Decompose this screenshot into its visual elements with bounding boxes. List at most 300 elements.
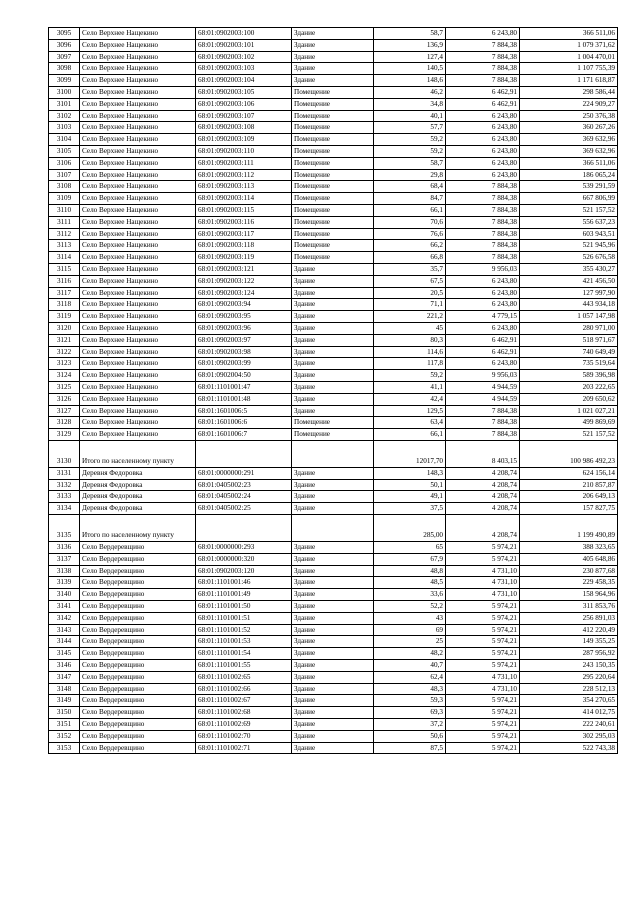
object-type-cell: Здание xyxy=(292,287,374,299)
object-type-cell xyxy=(292,440,374,467)
cadastral-number-cell: 68:01:1101001:46 xyxy=(196,577,292,589)
value-cell: 158 964,96 xyxy=(520,589,618,601)
table-row xyxy=(49,287,618,299)
cadastral-number-cell: 68:01:0902003:112 xyxy=(196,169,292,181)
area-cell: 136,9 xyxy=(374,39,446,51)
area-cell: 48,5 xyxy=(374,577,446,589)
rate-cell: 4 208,74 xyxy=(446,515,520,542)
rate-cell: 4 208,74 xyxy=(446,479,520,491)
settlement-cell: Село Верхнее Нащекино xyxy=(80,381,196,393)
object-type-cell: Здание xyxy=(292,577,374,589)
object-type-cell: Помещение xyxy=(292,86,374,98)
area-cell: 80,3 xyxy=(374,334,446,346)
settlement-cell: Село Верхнее Нащекино xyxy=(80,252,196,264)
settlement-cell: Село Верхнее Нащекино xyxy=(80,322,196,334)
table-body xyxy=(49,28,618,754)
rate-cell: 4 944,59 xyxy=(446,393,520,405)
table-row xyxy=(49,252,618,264)
settlement-cell: Село Верхнее Нащекино xyxy=(80,98,196,110)
table-row xyxy=(49,393,618,405)
rate-cell: 4 731,10 xyxy=(446,671,520,683)
settlement-cell: Село Верхнее Нащекино xyxy=(80,204,196,216)
area-cell: 40,7 xyxy=(374,660,446,672)
value-cell: 624 156,14 xyxy=(520,467,618,479)
rate-cell: 7 884,38 xyxy=(446,75,520,87)
settlement-cell: Село Верхнее Нащекино xyxy=(80,75,196,87)
value-cell: 229 458,35 xyxy=(520,577,618,589)
settlement-cell: Село Верхнее Нащекино xyxy=(80,110,196,122)
object-type-cell: Здание xyxy=(292,275,374,287)
object-type-cell: Здание xyxy=(292,589,374,601)
value-cell: 521 157,52 xyxy=(520,204,618,216)
value-cell: 210 857,87 xyxy=(520,479,618,491)
area-cell: 71,1 xyxy=(374,299,446,311)
area-cell: 43 xyxy=(374,612,446,624)
rate-cell: 5 974,21 xyxy=(446,719,520,731)
value-cell: 206 649,13 xyxy=(520,491,618,503)
value-cell: 366 511,06 xyxy=(520,157,618,169)
area-cell: 59,2 xyxy=(374,134,446,146)
rate-cell: 7 884,38 xyxy=(446,240,520,252)
value-cell: 302 295,03 xyxy=(520,730,618,742)
value-cell: 521 945,96 xyxy=(520,240,618,252)
settlement-cell: Село Вердеревщино xyxy=(80,636,196,648)
cadastral-number-cell: 68:01:1101002:65 xyxy=(196,671,292,683)
area-cell: 46,2 xyxy=(374,86,446,98)
area-cell: 59,3 xyxy=(374,695,446,707)
value-cell: 311 853,76 xyxy=(520,601,618,613)
value-cell: 388 323,65 xyxy=(520,542,618,554)
value-cell: 209 650,62 xyxy=(520,393,618,405)
cadastral-number-cell: 68:01:1601006:7 xyxy=(196,429,292,441)
area-cell: 57,7 xyxy=(374,122,446,134)
area-cell: 114,6 xyxy=(374,346,446,358)
row-number-cell: 3116 xyxy=(49,275,80,287)
value-cell: 256 891,03 xyxy=(520,612,618,624)
row-number-cell: 3142 xyxy=(49,612,80,624)
row-number-cell: 3129 xyxy=(49,429,80,441)
rate-cell: 7 884,38 xyxy=(446,405,520,417)
area-cell: 50,1 xyxy=(374,479,446,491)
value-cell: 1 021 027,21 xyxy=(520,405,618,417)
value-cell: 421 456,50 xyxy=(520,275,618,287)
area-cell: 29,8 xyxy=(374,169,446,181)
object-type-cell: Помещение xyxy=(292,429,374,441)
value-cell: 369 632,96 xyxy=(520,145,618,157)
table-row xyxy=(49,75,618,87)
settlement-cell: Деревня Федоровка xyxy=(80,503,196,515)
value-cell: 250 376,38 xyxy=(520,110,618,122)
table-row xyxy=(49,601,618,613)
area-cell: 59,2 xyxy=(374,370,446,382)
object-type-cell: Здание xyxy=(292,660,374,672)
row-number-cell: 3153 xyxy=(49,742,80,754)
area-cell: 37,2 xyxy=(374,719,446,731)
row-number-cell: 3127 xyxy=(49,405,80,417)
rate-cell: 6 243,80 xyxy=(446,169,520,181)
area-cell: 76,6 xyxy=(374,228,446,240)
row-number-cell: 3101 xyxy=(49,98,80,110)
settlement-cell: Село Верхнее Нащекино xyxy=(80,157,196,169)
cadastral-number-cell: 68:01:0902003:124 xyxy=(196,287,292,299)
row-number-cell: 3147 xyxy=(49,671,80,683)
value-cell: 203 222,65 xyxy=(520,381,618,393)
table-row xyxy=(49,346,618,358)
row-number-cell: 3097 xyxy=(49,51,80,63)
table-row xyxy=(49,553,618,565)
object-type-cell: Помещение xyxy=(292,216,374,228)
cadastral-number-cell: 68:01:1601006:5 xyxy=(196,405,292,417)
table-row xyxy=(49,275,618,287)
settlement-cell: Село Верхнее Нащекино xyxy=(80,393,196,405)
table-row xyxy=(49,299,618,311)
property-table xyxy=(48,27,618,754)
settlement-cell: Село Вердеревщино xyxy=(80,648,196,660)
value-cell: 360 267,26 xyxy=(520,122,618,134)
settlement-cell: Село Верхнее Нащекино xyxy=(80,287,196,299)
rate-cell: 5 974,21 xyxy=(446,636,520,648)
object-type-cell: Здание xyxy=(292,503,374,515)
row-number-cell: 3138 xyxy=(49,565,80,577)
cadastral-number-cell: 68:01:0902003:100 xyxy=(196,28,292,40)
rate-cell: 7 884,38 xyxy=(446,39,520,51)
row-number-cell: 3141 xyxy=(49,601,80,613)
table-row xyxy=(49,612,618,624)
rate-cell: 4 731,10 xyxy=(446,565,520,577)
rate-cell: 5 974,21 xyxy=(446,660,520,672)
object-type-cell: Здание xyxy=(292,671,374,683)
row-number-cell: 3096 xyxy=(49,39,80,51)
rate-cell: 6 462,91 xyxy=(446,86,520,98)
value-cell: 1 171 618,87 xyxy=(520,75,618,87)
object-type-cell: Здание xyxy=(292,491,374,503)
cadastral-number-cell: 68:01:0902003:97 xyxy=(196,334,292,346)
table-row xyxy=(49,660,618,672)
value-cell: 127 997,90 xyxy=(520,287,618,299)
settlement-cell: Село Вердеревщино xyxy=(80,542,196,554)
cadastral-number-cell: 68:01:1101001:54 xyxy=(196,648,292,660)
settlement-cell: Село Вердеревщино xyxy=(80,660,196,672)
table-row xyxy=(49,577,618,589)
settlement-cell: Село Верхнее Нащекино xyxy=(80,358,196,370)
object-type-cell: Помещение xyxy=(292,417,374,429)
value-cell: 1 199 490,89 xyxy=(520,515,618,542)
object-type-cell: Здание xyxy=(292,311,374,323)
table-row xyxy=(49,370,618,382)
rate-cell: 6 243,80 xyxy=(446,28,520,40)
rate-cell: 5 974,21 xyxy=(446,612,520,624)
area-cell: 87,5 xyxy=(374,742,446,754)
row-number-cell: 3133 xyxy=(49,491,80,503)
cadastral-number-cell: 68:01:1101001:51 xyxy=(196,612,292,624)
object-type-cell: Здание xyxy=(292,358,374,370)
area-cell: 68,4 xyxy=(374,181,446,193)
table-row xyxy=(49,86,618,98)
rate-cell: 7 884,38 xyxy=(446,193,520,205)
cadastral-number-cell xyxy=(196,515,292,542)
row-number-cell: 3139 xyxy=(49,577,80,589)
value-cell: 1 079 371,62 xyxy=(520,39,618,51)
object-type-cell: Здание xyxy=(292,719,374,731)
rate-cell: 5 974,21 xyxy=(446,648,520,660)
area-cell: 48,2 xyxy=(374,648,446,660)
value-cell: 412 220,49 xyxy=(520,624,618,636)
rate-cell: 6 243,80 xyxy=(446,110,520,122)
area-cell: 20,5 xyxy=(374,287,446,299)
rate-cell: 5 974,21 xyxy=(446,624,520,636)
cadastral-number-cell: 68:01:0902003:104 xyxy=(196,75,292,87)
settlement-cell: Село Вердеревщино xyxy=(80,671,196,683)
cadastral-number-cell: 68:01:1101001:49 xyxy=(196,589,292,601)
object-type-cell: Здание xyxy=(292,346,374,358)
object-type-cell: Здание xyxy=(292,636,374,648)
row-number-cell: 3113 xyxy=(49,240,80,252)
row-number-cell: 3150 xyxy=(49,707,80,719)
table-row xyxy=(49,169,618,181)
row-number-cell: 3095 xyxy=(49,28,80,40)
area-cell: 50,6 xyxy=(374,730,446,742)
table-row xyxy=(49,503,618,515)
settlement-cell: Село Верхнее Нащекино xyxy=(80,228,196,240)
rate-cell: 6 243,80 xyxy=(446,322,520,334)
row-number-cell: 3115 xyxy=(49,263,80,275)
rate-cell: 4 208,74 xyxy=(446,491,520,503)
cadastral-number-cell: 68:01:0902003:95 xyxy=(196,311,292,323)
table-row xyxy=(49,334,618,346)
table-row xyxy=(49,39,618,51)
value-cell: 366 511,06 xyxy=(520,28,618,40)
object-type-cell: Помещение xyxy=(292,240,374,252)
rate-cell: 7 884,38 xyxy=(446,216,520,228)
rate-cell: 6 243,80 xyxy=(446,275,520,287)
cadastral-number-cell: 68:01:0902003:117 xyxy=(196,228,292,240)
value-cell: 243 150,35 xyxy=(520,660,618,672)
row-number-cell: 3105 xyxy=(49,145,80,157)
value-cell: 228 512,13 xyxy=(520,683,618,695)
table-row xyxy=(49,193,618,205)
cadastral-number-cell: 68:01:0000000:291 xyxy=(196,467,292,479)
settlement-cell: Село Верхнее Нащекино xyxy=(80,346,196,358)
area-cell: 65 xyxy=(374,542,446,554)
object-type-cell: Помещение xyxy=(292,98,374,110)
settlement-cell: Село Верхнее Нащекино xyxy=(80,370,196,382)
cadastral-number-cell: 68:01:0902003:111 xyxy=(196,157,292,169)
rate-cell: 5 974,21 xyxy=(446,742,520,754)
area-cell: 148,3 xyxy=(374,467,446,479)
rate-cell: 9 956,03 xyxy=(446,263,520,275)
row-number-cell: 3137 xyxy=(49,553,80,565)
value-cell: 280 971,00 xyxy=(520,322,618,334)
row-number-cell: 3131 xyxy=(49,467,80,479)
value-cell: 1 107 755,39 xyxy=(520,63,618,75)
rate-cell: 5 974,21 xyxy=(446,542,520,554)
cadastral-number-cell: 68:01:0902003:108 xyxy=(196,122,292,134)
table-row xyxy=(49,636,618,648)
object-type-cell: Здание xyxy=(292,695,374,707)
rate-cell: 9 956,03 xyxy=(446,370,520,382)
object-type-cell: Помещение xyxy=(292,181,374,193)
cadastral-number-cell: 68:01:0902003:121 xyxy=(196,263,292,275)
rate-cell: 7 884,38 xyxy=(446,204,520,216)
settlement-cell: Село Верхнее Нащекино xyxy=(80,51,196,63)
object-type-cell: Здание xyxy=(292,553,374,565)
table-row xyxy=(49,145,618,157)
table-row xyxy=(49,358,618,370)
table-row xyxy=(49,542,618,554)
rate-cell: 6 462,91 xyxy=(446,98,520,110)
area-cell: 33,6 xyxy=(374,589,446,601)
table-row xyxy=(49,491,618,503)
row-number-cell: 3118 xyxy=(49,299,80,311)
object-type-cell: Здание xyxy=(292,75,374,87)
table-row xyxy=(49,429,618,441)
table-row xyxy=(49,311,618,323)
settlement-cell: Село Верхнее Нащекино xyxy=(80,275,196,287)
area-cell: 42,4 xyxy=(374,393,446,405)
area-cell: 129,5 xyxy=(374,405,446,417)
value-cell: 100 986 492,23 xyxy=(520,440,618,467)
area-cell: 34,8 xyxy=(374,98,446,110)
object-type-cell: Здание xyxy=(292,370,374,382)
value-cell: 526 676,58 xyxy=(520,252,618,264)
value-cell: 499 869,69 xyxy=(520,417,618,429)
object-type-cell: Здание xyxy=(292,405,374,417)
rate-cell: 7 884,38 xyxy=(446,63,520,75)
area-cell: 25 xyxy=(374,636,446,648)
object-type-cell: Здание xyxy=(292,730,374,742)
row-number-cell: 3098 xyxy=(49,63,80,75)
value-cell: 287 956,92 xyxy=(520,648,618,660)
rate-cell: 5 974,21 xyxy=(446,601,520,613)
cadastral-number-cell: 68:01:0902003:120 xyxy=(196,565,292,577)
rate-cell: 7 884,38 xyxy=(446,181,520,193)
row-number-cell: 3109 xyxy=(49,193,80,205)
area-cell: 127,4 xyxy=(374,51,446,63)
object-type-cell: Здание xyxy=(292,393,374,405)
area-cell: 49,1 xyxy=(374,491,446,503)
rate-cell: 6 243,80 xyxy=(446,145,520,157)
row-number-cell: 3125 xyxy=(49,381,80,393)
cadastral-number-cell: 68:01:1101001:53 xyxy=(196,636,292,648)
row-number-cell: 3132 xyxy=(49,479,80,491)
area-cell: 35,7 xyxy=(374,263,446,275)
object-type-cell: Здание xyxy=(292,322,374,334)
area-cell: 148,6 xyxy=(374,75,446,87)
table-row xyxy=(49,405,618,417)
settlement-cell: Село Верхнее Нащекино xyxy=(80,86,196,98)
value-cell: 186 065,24 xyxy=(520,169,618,181)
value-cell: 735 519,64 xyxy=(520,358,618,370)
object-type-cell: Помещение xyxy=(292,122,374,134)
table-row xyxy=(49,565,618,577)
rate-cell: 6 243,80 xyxy=(446,287,520,299)
settlement-cell: Деревня Федоровка xyxy=(80,467,196,479)
row-number-cell: 3148 xyxy=(49,683,80,695)
settlement-cell: Село Верхнее Нащекино xyxy=(80,429,196,441)
value-cell: 405 648,86 xyxy=(520,553,618,565)
cadastral-number-cell: 68:01:0902003:107 xyxy=(196,110,292,122)
value-cell: 740 649,49 xyxy=(520,346,618,358)
row-number-cell: 3100 xyxy=(49,86,80,98)
table-row xyxy=(49,240,618,252)
table-row xyxy=(49,479,618,491)
settlement-cell: Село Верхнее Нащекино xyxy=(80,334,196,346)
row-number-cell: 3140 xyxy=(49,589,80,601)
settlement-cell: Село Вердеревщино xyxy=(80,589,196,601)
row-number-cell: 3102 xyxy=(49,110,80,122)
cadastral-number-cell: 68:01:0902003:94 xyxy=(196,299,292,311)
settlement-cell: Село Вердеревщино xyxy=(80,730,196,742)
settlement-cell: Село Верхнее Нащекино xyxy=(80,193,196,205)
row-number-cell: 3104 xyxy=(49,134,80,146)
object-type-cell: Здание xyxy=(292,299,374,311)
settlement-cell: Село Вердеревщино xyxy=(80,612,196,624)
table-row xyxy=(49,322,618,334)
object-type-cell: Помещение xyxy=(292,204,374,216)
row-number-cell: 3124 xyxy=(49,370,80,382)
value-cell: 298 586,44 xyxy=(520,86,618,98)
rate-cell: 6 243,80 xyxy=(446,358,520,370)
cadastral-number-cell: 68:01:0902003:101 xyxy=(196,39,292,51)
object-type-cell: Помещение xyxy=(292,252,374,264)
cadastral-number-cell: 68:01:0902003:118 xyxy=(196,240,292,252)
object-type-cell: Здание xyxy=(292,612,374,624)
cadastral-number-cell: 68:01:1101001:47 xyxy=(196,381,292,393)
cadastral-number-cell xyxy=(196,440,292,467)
area-cell: 69 xyxy=(374,624,446,636)
rate-cell: 5 974,21 xyxy=(446,707,520,719)
table-row xyxy=(49,216,618,228)
area-cell: 45 xyxy=(374,322,446,334)
rate-cell: 6 243,80 xyxy=(446,299,520,311)
rate-cell: 4 731,10 xyxy=(446,683,520,695)
value-cell: 157 827,75 xyxy=(520,503,618,515)
settlement-cell: Село Верхнее Нащекино xyxy=(80,39,196,51)
settlement-cell: Село Верхнее Нащекино xyxy=(80,405,196,417)
cadastral-number-cell: 68:01:0902003:110 xyxy=(196,145,292,157)
row-number-cell: 3126 xyxy=(49,393,80,405)
object-type-cell: Здание xyxy=(292,63,374,75)
settlement-cell: Деревня Федоровка xyxy=(80,491,196,503)
area-cell: 58,7 xyxy=(374,157,446,169)
table-row xyxy=(49,707,618,719)
value-cell: 354 270,65 xyxy=(520,695,618,707)
table-row xyxy=(49,719,618,731)
settlement-cell: Село Вердеревщино xyxy=(80,577,196,589)
settlement-cell: Село Верхнее Нащекино xyxy=(80,216,196,228)
table-row xyxy=(49,648,618,660)
settlement-cell: Село Верхнее Нащекино xyxy=(80,63,196,75)
value-cell: 369 632,96 xyxy=(520,134,618,146)
settlement-cell: Село Верхнее Нащекино xyxy=(80,311,196,323)
table-row xyxy=(49,122,618,134)
area-cell: 41,1 xyxy=(374,381,446,393)
value-cell: 230 877,68 xyxy=(520,565,618,577)
row-number-cell: 3130 xyxy=(49,440,80,467)
rate-cell: 5 974,21 xyxy=(446,730,520,742)
rate-cell: 7 884,38 xyxy=(446,252,520,264)
cadastral-number-cell: 68:01:1101002:68 xyxy=(196,707,292,719)
cadastral-number-cell: 68:01:1101001:50 xyxy=(196,601,292,613)
cadastral-number-cell: 68:01:1101001:48 xyxy=(196,393,292,405)
settlement-cell: Село Верхнее Нащекино xyxy=(80,240,196,252)
row-number-cell: 3151 xyxy=(49,719,80,731)
cadastral-number-cell: 68:01:0902003:96 xyxy=(196,322,292,334)
settlement-cell: Село Вердеревщино xyxy=(80,565,196,577)
value-cell: 539 291,59 xyxy=(520,181,618,193)
value-cell: 518 971,67 xyxy=(520,334,618,346)
table-row xyxy=(49,98,618,110)
